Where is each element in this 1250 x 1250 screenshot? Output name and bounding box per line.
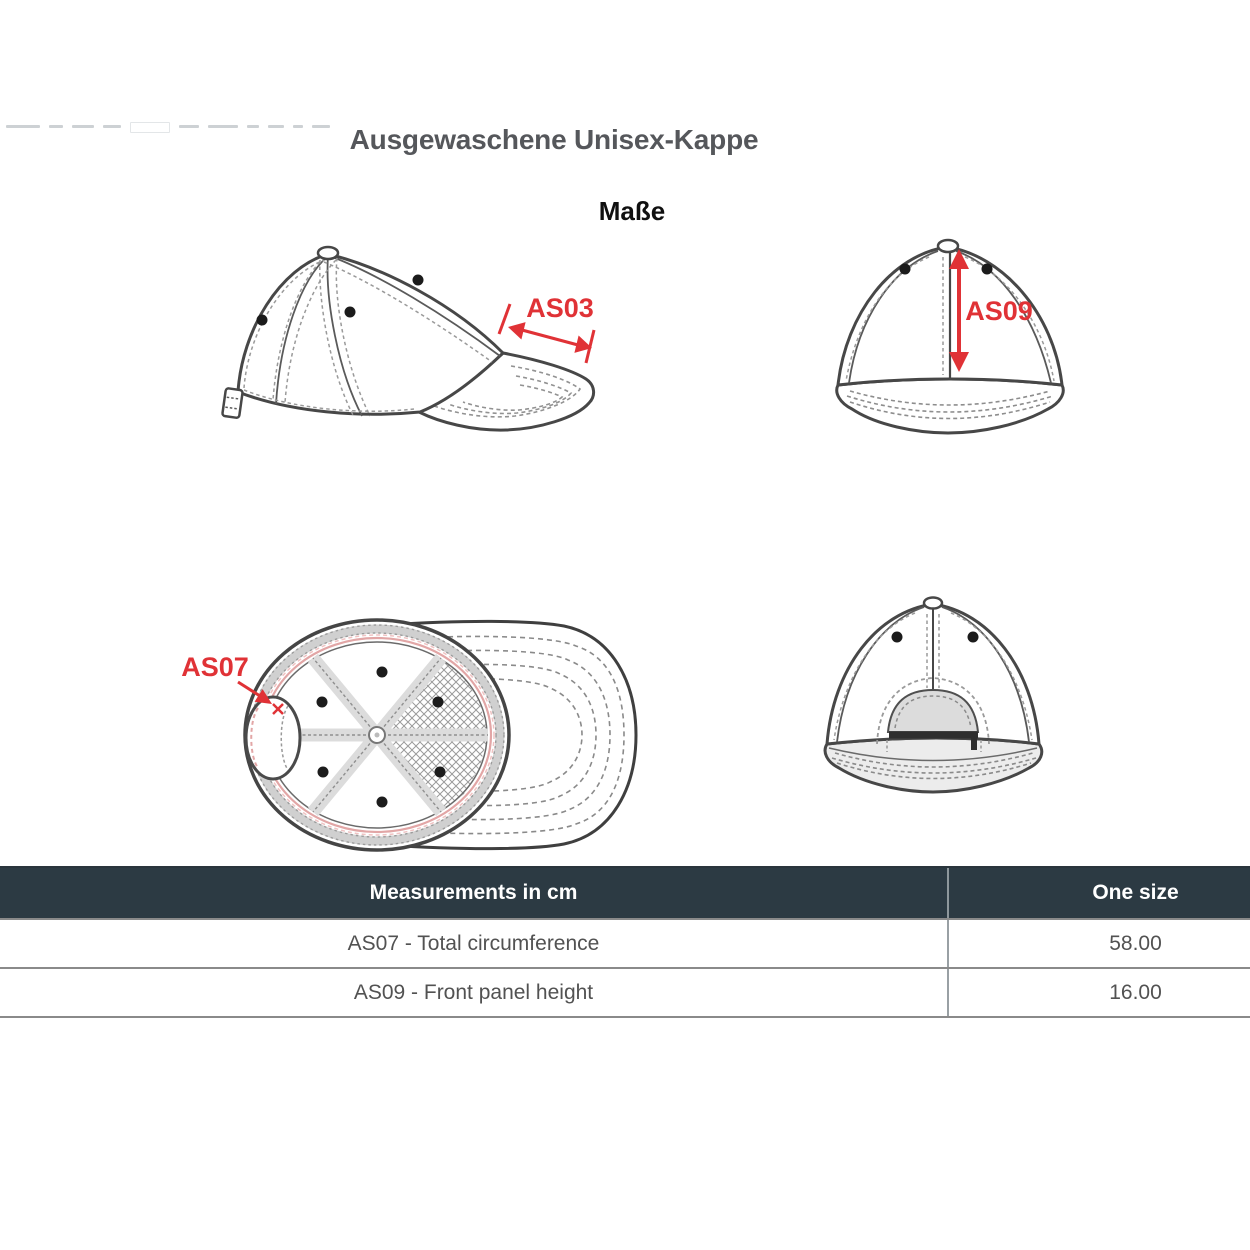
artifact-marks xyxy=(6,125,346,131)
eyelet xyxy=(317,697,328,708)
eyelet xyxy=(413,275,424,286)
strap-buckle xyxy=(222,388,243,418)
measurement-table xyxy=(0,866,1250,1018)
measurement-value: 58.00 xyxy=(947,920,1250,967)
eyelet xyxy=(968,632,979,643)
as03-label: AS03 xyxy=(526,293,594,323)
eyelet xyxy=(982,264,993,275)
measurement-name: AS07 - Total circumference xyxy=(347,931,600,955)
measurement-name: AS09 - Front panel height xyxy=(353,980,594,1004)
cap-bottom-view-drawing xyxy=(172,598,642,858)
cap-back-view-figure xyxy=(815,592,1045,802)
cap-back-view-drawing xyxy=(815,592,1045,802)
cap-bottom-view-figure xyxy=(172,598,642,858)
eyelet xyxy=(433,697,444,708)
cap-front-view-drawing xyxy=(830,235,1070,445)
page-subtitle: Maße xyxy=(598,196,666,226)
measurement-value: 16.00 xyxy=(947,969,1250,1016)
eyelet xyxy=(377,667,388,678)
table-header-measurements: Measurements in cm xyxy=(369,881,578,904)
eyelet xyxy=(900,264,911,275)
eyelet xyxy=(435,767,446,778)
cap-side-view-drawing xyxy=(220,240,600,440)
eyelet xyxy=(892,632,903,643)
eyelet xyxy=(345,307,356,318)
eyelet xyxy=(257,315,268,326)
page-title: Ausgewaschene Unisex-Kappe xyxy=(349,124,759,155)
eyelet xyxy=(377,797,388,808)
table-header-row xyxy=(0,868,1250,918)
table-header-size: One size xyxy=(947,868,1250,918)
table-row xyxy=(0,967,1250,1018)
cap-front-view-figure xyxy=(830,235,1070,445)
as07-label: AS07 xyxy=(181,652,249,682)
as09-label: AS09 xyxy=(965,296,1033,326)
eyelet xyxy=(318,767,329,778)
cap-side-view-figure xyxy=(220,240,600,440)
table-row xyxy=(0,918,1250,967)
back-opening xyxy=(246,697,300,779)
